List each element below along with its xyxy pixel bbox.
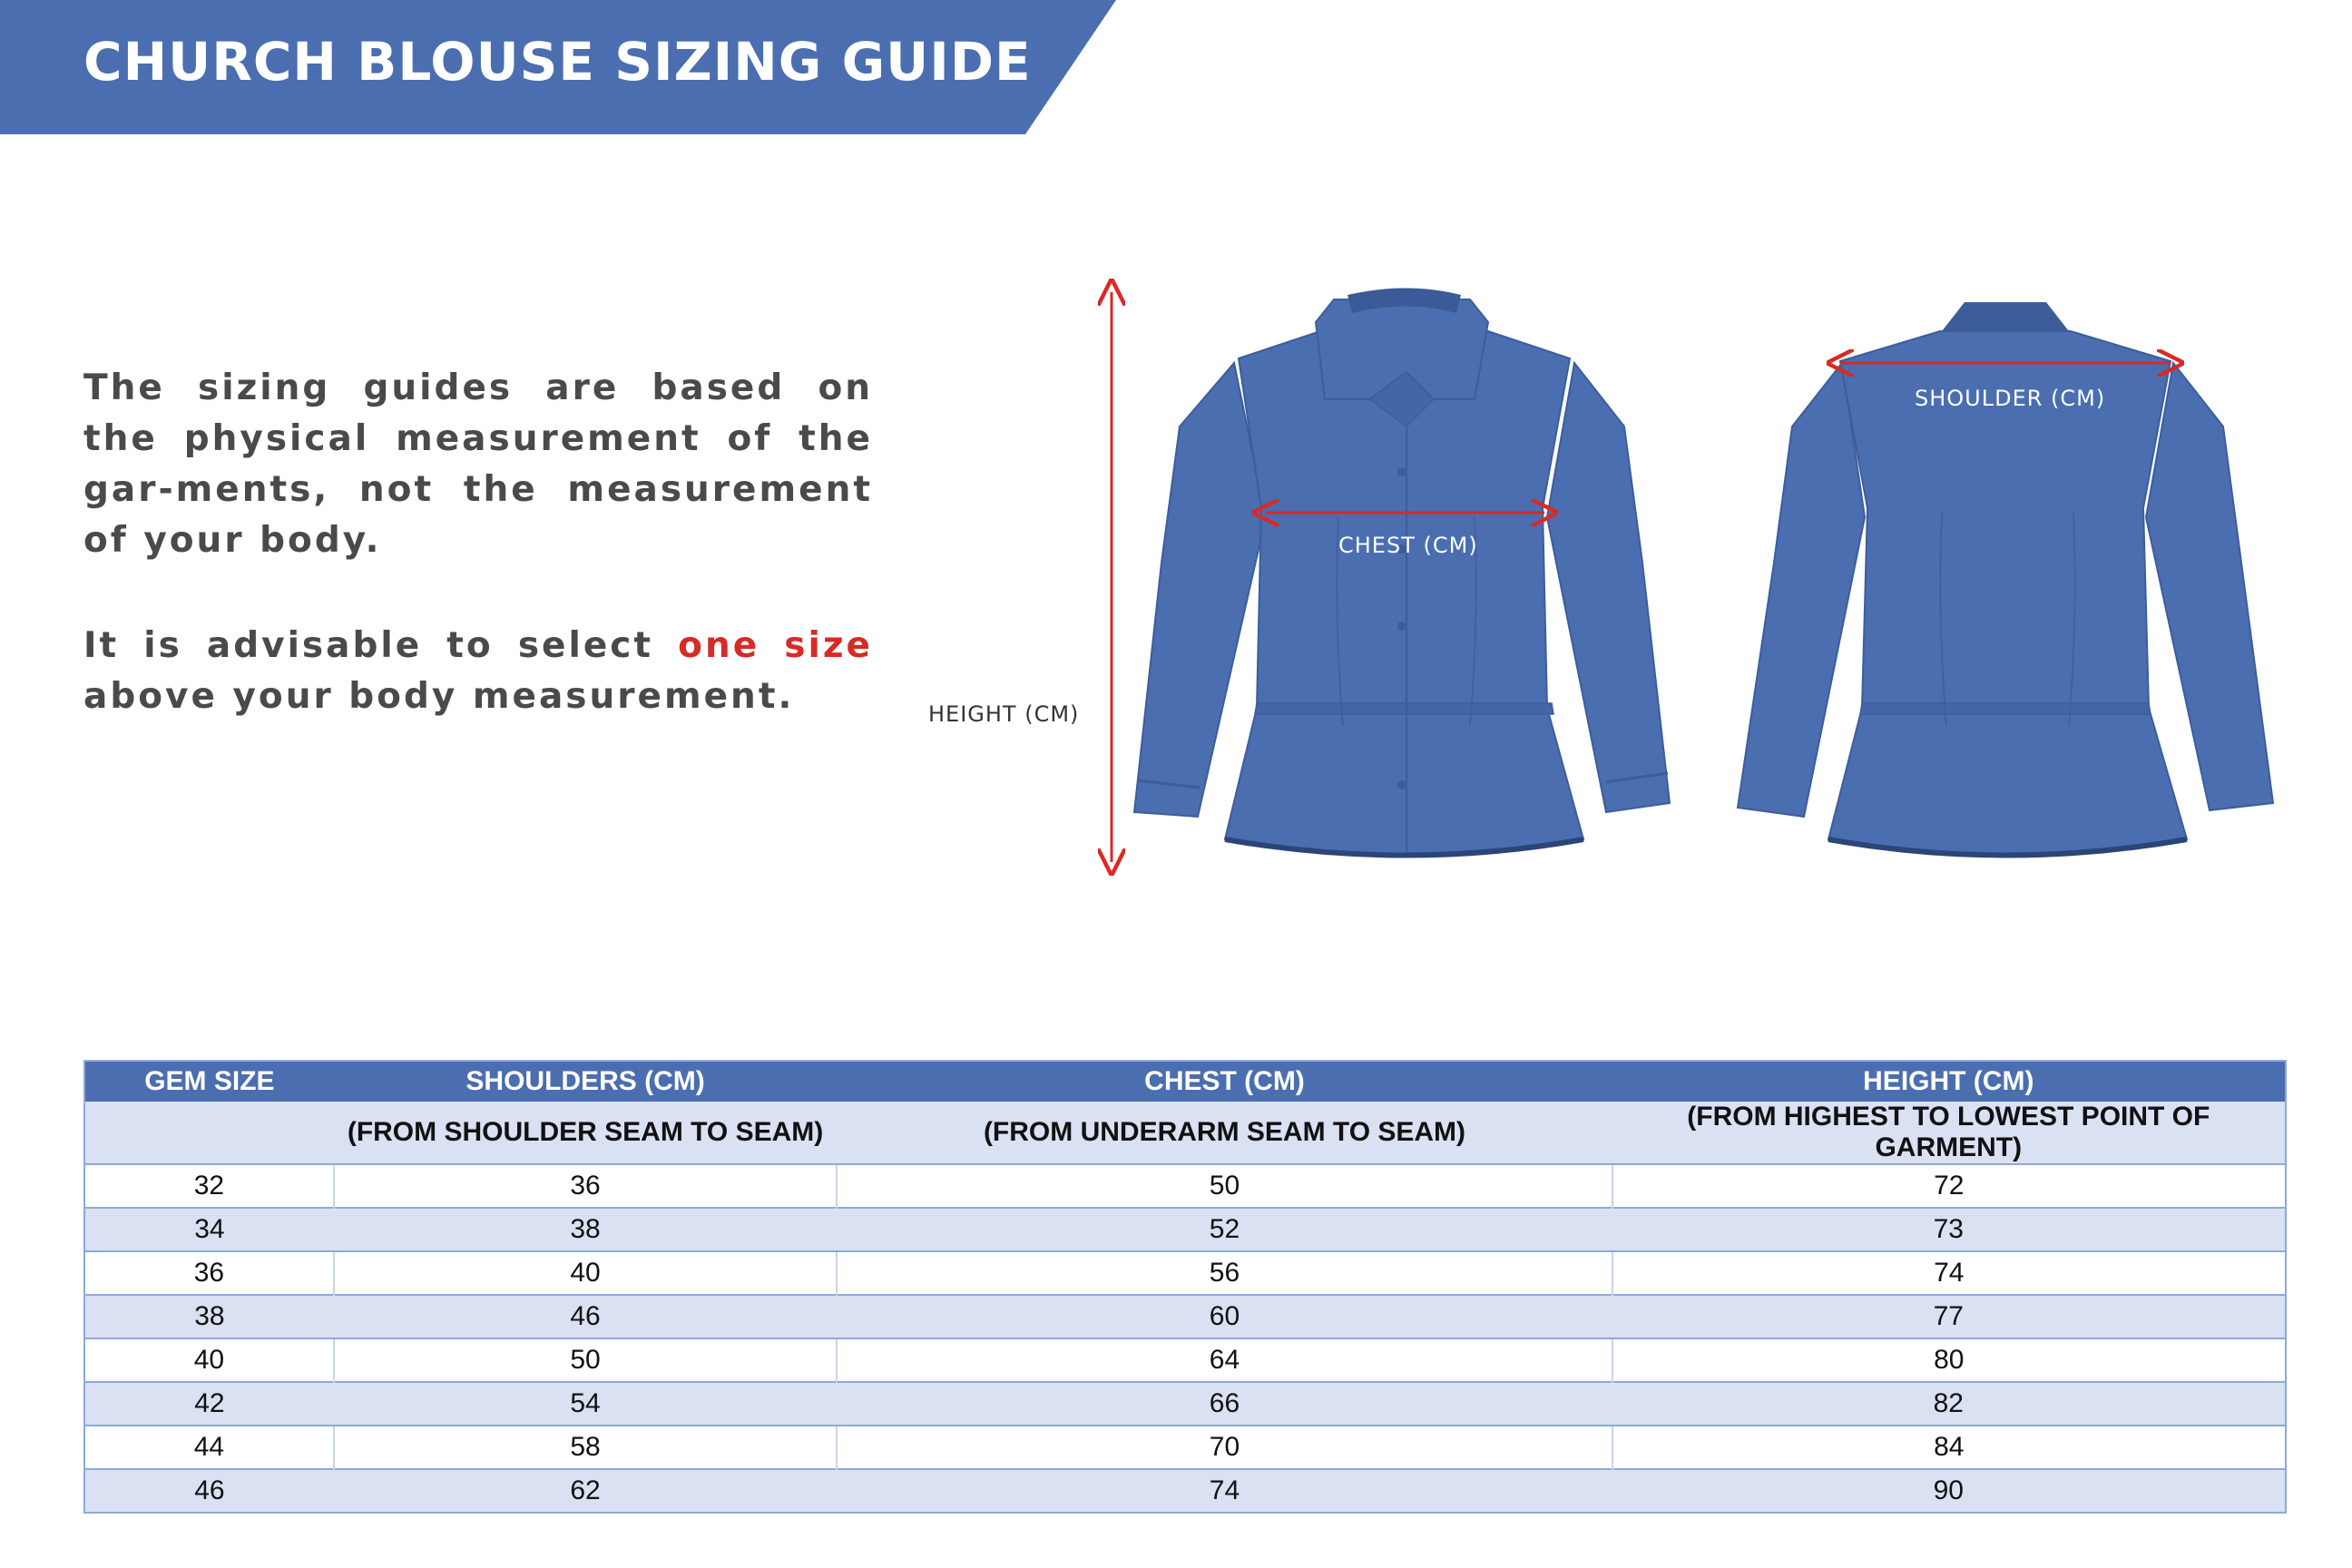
cell-shoulders: 40 xyxy=(334,1251,838,1295)
cell-gem-size: 42 xyxy=(84,1382,334,1426)
cell-gem-size: 36 xyxy=(84,1251,334,1295)
advice-highlight: one size xyxy=(678,625,873,666)
page-title: CHURCH BLOUSE SIZING GUIDE xyxy=(83,31,1032,93)
cell-chest: 70 xyxy=(837,1426,1612,1469)
chest-label: CHEST (CM) xyxy=(1338,533,1478,558)
cell-chest: 64 xyxy=(837,1338,1612,1382)
cell-shoulders: 62 xyxy=(334,1469,838,1513)
table-header-row xyxy=(84,1061,2286,1102)
cell-chest: 66 xyxy=(837,1382,1612,1426)
cell-chest: 52 xyxy=(837,1208,1612,1251)
cell-shoulders: 38 xyxy=(334,1208,838,1251)
col-subheader-shoulders: (FROM SHOULDER SEAM TO SEAM) xyxy=(334,1102,838,1164)
cell-gem-size: 44 xyxy=(84,1426,334,1469)
col-subheader-gem-size xyxy=(84,1102,334,1164)
height-label: HEIGHT (CM) xyxy=(928,701,1080,727)
shoulder-label: SHOULDER (CM) xyxy=(1915,386,2106,411)
cell-shoulders: 46 xyxy=(334,1295,838,1338)
advice-text-end: above your body measurement. xyxy=(83,676,795,717)
col-header-height: HEIGHT (CM) xyxy=(1612,1061,2286,1102)
cell-height: 72 xyxy=(1612,1164,2286,1208)
table-row xyxy=(84,1251,2286,1295)
cell-height: 80 xyxy=(1612,1338,2286,1382)
cell-shoulders: 36 xyxy=(334,1164,838,1208)
cell-shoulders: 54 xyxy=(334,1382,838,1426)
cell-height: 77 xyxy=(1612,1295,2286,1338)
col-header-chest: CHEST (CM) xyxy=(837,1061,1612,1102)
cell-height: 84 xyxy=(1612,1426,2286,1469)
cell-chest: 60 xyxy=(837,1295,1612,1338)
cell-height: 82 xyxy=(1612,1382,2286,1426)
size-table xyxy=(83,1060,2287,1514)
table-row xyxy=(84,1208,2286,1251)
advice-text-start: It is advisable to select xyxy=(83,625,679,666)
cell-gem-size: 38 xyxy=(84,1295,334,1338)
col-subheader-chest: (FROM UNDERARM SEAM TO SEAM) xyxy=(837,1102,1612,1164)
table-row xyxy=(84,1469,2286,1513)
cell-gem-size: 40 xyxy=(84,1338,334,1382)
cell-shoulders: 50 xyxy=(334,1338,838,1382)
table-row xyxy=(84,1295,2286,1338)
cell-height: 73 xyxy=(1612,1208,2286,1251)
cell-shoulders: 58 xyxy=(334,1426,838,1469)
table-row xyxy=(84,1382,2286,1426)
col-header-gem-size: GEM SIZE xyxy=(84,1061,334,1102)
cell-chest: 56 xyxy=(837,1251,1612,1295)
cell-height: 74 xyxy=(1612,1251,2286,1295)
col-header-shoulders: SHOULDERS (CM) xyxy=(334,1061,838,1102)
cell-height: 90 xyxy=(1612,1469,2286,1513)
cell-gem-size: 32 xyxy=(84,1164,334,1208)
cell-gem-size: 34 xyxy=(84,1208,334,1251)
table-row xyxy=(84,1164,2286,1208)
cell-gem-size: 46 xyxy=(84,1469,334,1513)
table-row xyxy=(84,1338,2286,1382)
intro-paragraph: The sizing guides are based on the physical measurement of the gar-ments, not the measurement of your body. xyxy=(83,368,873,561)
cell-chest: 50 xyxy=(837,1164,1612,1208)
front-blouse-illustration xyxy=(1134,289,1670,856)
cell-chest: 74 xyxy=(837,1469,1612,1513)
table-subheader-row xyxy=(84,1102,2286,1164)
table-row xyxy=(84,1426,2286,1469)
col-subheader-height: (FROM HIGHEST TO LOWEST POINT OF GARMENT) xyxy=(1612,1102,2286,1164)
